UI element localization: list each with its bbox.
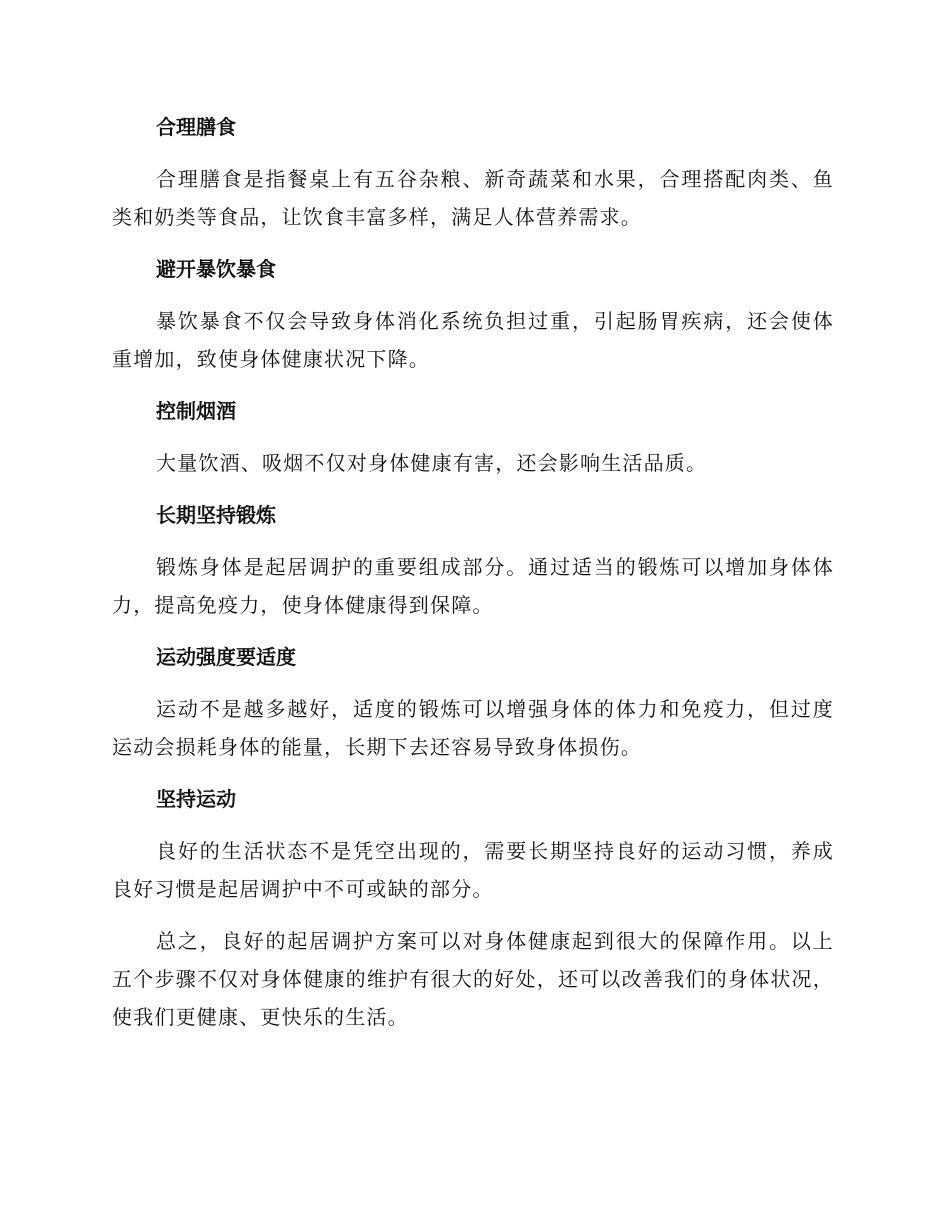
section-heading-exercise: 长期坚持锻炼 <box>156 503 276 527</box>
section-body-tobacco-alcohol: 大量饮酒、吸烟不仅对身体健康有害，还会影响生活品质。 <box>156 451 708 475</box>
section-body-persist: 良好的生活状态不是凭空出现的，需要长期坚持良好的运动习惯，养成良好习惯是起居调护中不可或缺的部分。 <box>112 839 834 901</box>
section-heading-overeating: 避开暴饮暴食 <box>156 257 276 281</box>
section-body-exercise: 锻炼身体是起居调护的重要组成部分。通过适当的锻炼可以增加身体体力，提高免疫力，使身体健康得到保障。 <box>112 555 834 617</box>
section-heading-persist: 坚持运动 <box>156 787 236 811</box>
section-heading-intensity: 运动强度要适度 <box>156 645 296 669</box>
section-body-overeating: 暴饮暴食不仅会导致身体消化系统负担过重，引起肠胃疾病，还会使体重增加，致使身体健康状况下降。 <box>112 309 834 371</box>
section-heading-tobacco-alcohol: 控制烟酒 <box>156 399 236 423</box>
conclusion-paragraph: 总之，良好的起居调护方案可以对身体健康起到很大的保障作用。以上五个步骤不仅对身体健康的维护有很大的好处，还可以改善我们的身体状况，使我们更健康、更快乐的生活。 <box>112 929 834 1029</box>
section-heading-diet: 合理膳食 <box>156 115 236 139</box>
document-page <box>112 108 834 1036</box>
section-body-diet: 合理膳食是指餐桌上有五谷杂粮、新奇蔬菜和水果，合理搭配肉类、鱼类和奶类等食品，让饮食丰富多样，满足人体营养需求。 <box>112 167 834 229</box>
section-body-intensity: 运动不是越多越好，适度的锻炼可以增强身体的体力和免疫力，但过度运动会损耗身体的能量，长期下去还容易导致身体损伤。 <box>112 697 834 759</box>
